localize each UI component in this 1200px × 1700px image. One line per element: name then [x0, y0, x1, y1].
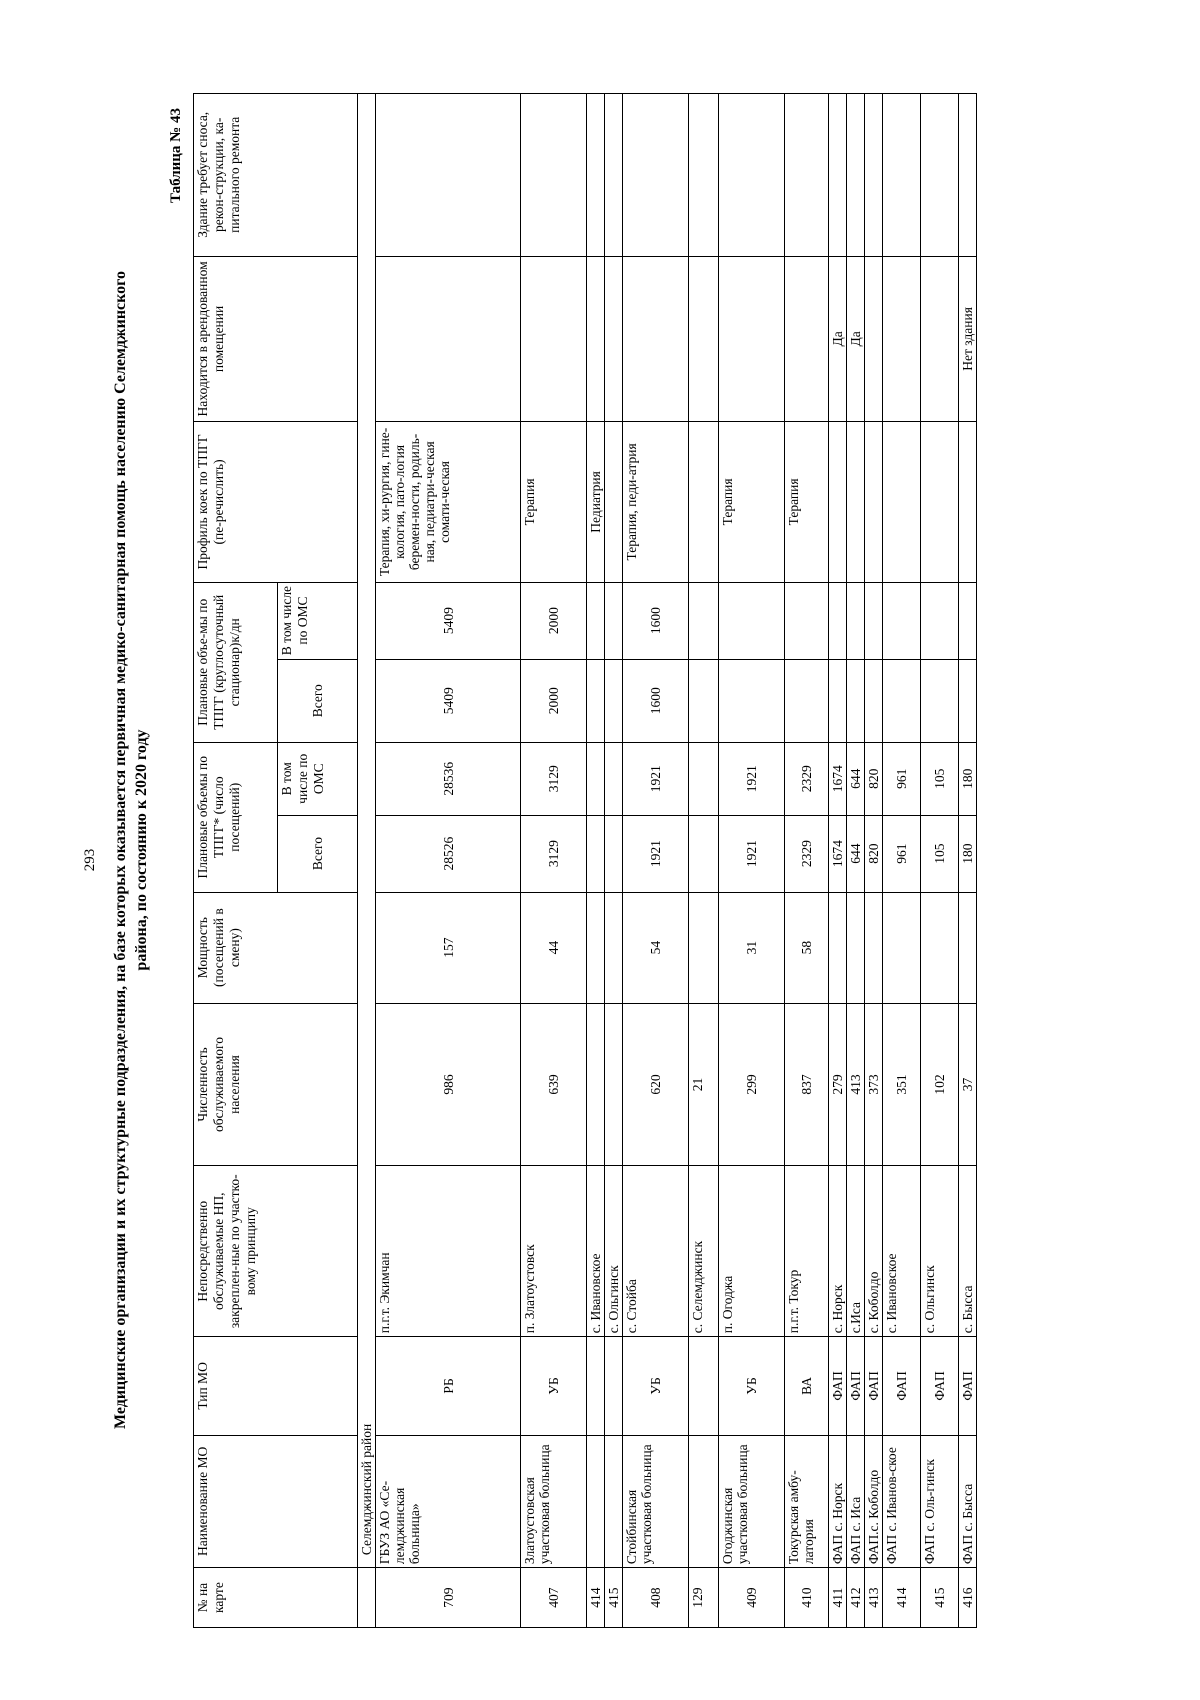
cell-profile	[865, 422, 883, 582]
cell-settlement: с. Стойба	[623, 1166, 689, 1337]
cell-profile	[847, 422, 865, 582]
cell-num: 412	[847, 1568, 865, 1628]
cell-settlement: п. Огоджа	[719, 1166, 785, 1337]
table-row	[829, 94, 847, 1628]
cell-profile: Терапия	[785, 422, 829, 582]
cell-profile	[921, 422, 959, 582]
cell-name	[689, 1435, 719, 1568]
cell-name: ФАП с. Оль-гинск	[921, 1435, 959, 1568]
header-repair: Здание требует сноса, рекон-струкции, ка-питального ремонта	[194, 94, 358, 257]
cell-visits-total: 1921	[719, 815, 785, 892]
cell-population	[605, 1003, 623, 1165]
cell-beds-total	[959, 659, 977, 742]
cell-repair	[623, 94, 689, 257]
cell-settlement: с. Коболдо	[865, 1166, 883, 1337]
cell-num: 414	[587, 1568, 605, 1628]
cell-beds-oms	[959, 582, 977, 659]
cell-rented	[785, 256, 829, 422]
table-row	[376, 94, 521, 1628]
cell-visits-total	[587, 815, 605, 892]
cell-num: 407	[521, 1568, 587, 1628]
cell-beds-total	[587, 659, 605, 742]
cell-capacity	[959, 892, 977, 1003]
cell-visits-oms: 820	[865, 742, 883, 815]
cell-rented	[587, 256, 605, 422]
cell-settlement: с. Ольгинск	[921, 1166, 959, 1337]
title-line-2: района, по состоянию к 2020 году	[133, 729, 150, 971]
cell-beds-oms	[829, 582, 847, 659]
cell-rented	[605, 256, 623, 422]
cell-num: 416	[959, 1568, 977, 1628]
cell-population: 413	[847, 1003, 865, 1165]
cell-visits-oms: 105	[921, 742, 959, 815]
table-row	[719, 94, 785, 1628]
district-label: Селемджинский район	[359, 1423, 374, 1556]
district-num-cell	[358, 1568, 376, 1628]
cell-repair	[829, 94, 847, 257]
cell-repair	[847, 94, 865, 257]
cell-population: 279	[829, 1003, 847, 1165]
cell-visits-oms: 1921	[623, 742, 689, 815]
cell-population	[587, 1003, 605, 1165]
cell-num: 408	[623, 1568, 689, 1628]
title-line-1: Медицинские организации и их структурные подразделения, на базе которых оказывается первичная медико-санитарная помощь населению Селемджинского	[112, 270, 129, 1430]
cell-capacity	[921, 892, 959, 1003]
cell-type: РБ	[376, 1337, 521, 1435]
cell-name: ГБУЗ АО «Се-лемджинская больница»	[376, 1435, 521, 1568]
header-visits-total: Всего	[278, 815, 358, 892]
cell-num: 415	[605, 1568, 623, 1628]
cell-rented	[921, 256, 959, 422]
table-row	[689, 94, 719, 1628]
cell-capacity: 58	[785, 892, 829, 1003]
header-beds-group: Плановые объе-мы по ТПГГ (круглосуточный стационар)к/дн	[194, 582, 278, 742]
cell-profile	[883, 422, 921, 582]
cell-rented	[376, 256, 521, 422]
cell-visits-total: 105	[921, 815, 959, 892]
cell-type	[689, 1337, 719, 1435]
cell-beds-total	[829, 659, 847, 742]
cell-type: ФАП	[883, 1337, 921, 1435]
cell-settlement: п.г.т. Токур	[785, 1166, 829, 1337]
cell-capacity	[605, 892, 623, 1003]
table-row	[521, 94, 587, 1628]
cell-visits-oms: 1674	[829, 742, 847, 815]
cell-beds-total	[719, 659, 785, 742]
cell-settlement: с. Селемджинск	[689, 1166, 719, 1337]
table-row	[921, 94, 959, 1628]
cell-name: ФАП с. Бысса	[959, 1435, 977, 1568]
cell-population: 620	[623, 1003, 689, 1165]
cell-repair	[376, 94, 521, 257]
cell-repair	[785, 94, 829, 257]
cell-num: 413	[865, 1568, 883, 1628]
cell-beds-oms: 1600	[623, 582, 689, 659]
cell-visits-oms: 2329	[785, 742, 829, 815]
cell-settlement: с. Ивановское	[587, 1166, 605, 1337]
cell-capacity	[865, 892, 883, 1003]
cell-visits-oms	[689, 742, 719, 815]
cell-beds-oms	[785, 582, 829, 659]
cell-repair	[689, 94, 719, 257]
header-settlements: Непосредственно обслуживаемые НП, закреплен-ные по участко-вому принципу	[194, 1166, 358, 1337]
cell-visits-oms: 28536	[376, 742, 521, 815]
cell-population: 639	[521, 1003, 587, 1165]
cell-visits-oms	[605, 742, 623, 815]
cell-settlement: с. Ольгинск	[605, 1166, 623, 1337]
cell-visits-oms: 3129	[521, 742, 587, 815]
medical-organizations-table	[193, 93, 977, 1628]
cell-name	[587, 1435, 605, 1568]
cell-beds-total	[921, 659, 959, 742]
cell-settlement: п.г.т. Экимчан	[376, 1166, 521, 1337]
cell-beds-oms: 5409	[376, 582, 521, 659]
header-beds-total: Всего	[278, 659, 358, 742]
cell-name	[605, 1435, 623, 1568]
cell-beds-oms	[921, 582, 959, 659]
cell-population: 299	[719, 1003, 785, 1165]
cell-beds-oms	[719, 582, 785, 659]
cell-beds-oms	[865, 582, 883, 659]
header-num: № на карте	[194, 1568, 358, 1628]
cell-repair	[521, 94, 587, 257]
cell-name: ФАП.с. Коболдо	[865, 1435, 883, 1568]
header-bed-profile: Профиль коек по ТПГГ (пе-речислить)	[194, 422, 358, 582]
cell-type: УБ	[623, 1337, 689, 1435]
cell-population: 373	[865, 1003, 883, 1165]
cell-visits-oms: 1921	[719, 742, 785, 815]
cell-repair	[883, 94, 921, 257]
cell-profile	[689, 422, 719, 582]
cell-settlement: с.Иса	[847, 1166, 865, 1337]
cell-num: 409	[719, 1568, 785, 1628]
table-row	[847, 94, 865, 1628]
cell-repair	[959, 94, 977, 257]
cell-type: ФАП	[959, 1337, 977, 1435]
cell-visits-total	[605, 815, 623, 892]
cell-capacity	[587, 892, 605, 1003]
cell-type	[587, 1337, 605, 1435]
cell-profile: Терапия	[521, 422, 587, 582]
cell-type: УБ	[521, 1337, 587, 1435]
cell-visits-total: 3129	[521, 815, 587, 892]
cell-type: ФАП	[921, 1337, 959, 1435]
cell-beds-total	[865, 659, 883, 742]
cell-capacity	[829, 892, 847, 1003]
cell-profile	[959, 422, 977, 582]
cell-profile: Терапия	[719, 422, 785, 582]
cell-capacity	[689, 892, 719, 1003]
cell-visits-oms: 961	[883, 742, 921, 815]
table-row	[785, 94, 829, 1628]
cell-name: ФАП с. Норск	[829, 1435, 847, 1568]
header-beds-oms: В том числе по ОМС	[278, 582, 358, 659]
cell-beds-total	[785, 659, 829, 742]
cell-settlement: с. Бысса	[959, 1166, 977, 1337]
cell-capacity: 31	[719, 892, 785, 1003]
cell-name: ФАП с. Иванов-ское	[883, 1435, 921, 1568]
cell-rented	[623, 256, 689, 422]
table-label: Таблица № 43	[168, 108, 184, 204]
cell-visits-total: 1674	[829, 815, 847, 892]
cell-repair	[921, 94, 959, 257]
cell-name: Стойбинская участковая больница	[623, 1435, 689, 1568]
cell-beds-oms	[847, 582, 865, 659]
cell-population: 837	[785, 1003, 829, 1165]
cell-settlement: п. Златоустовск	[521, 1166, 587, 1337]
header-visits-oms: В том числе по ОМС	[278, 742, 358, 815]
cell-type: ФАП	[847, 1337, 865, 1435]
cell-beds-total	[689, 659, 719, 742]
district-cell	[358, 94, 376, 1568]
cell-beds-total	[883, 659, 921, 742]
cell-visits-total: 644	[847, 815, 865, 892]
cell-beds-total: 2000	[521, 659, 587, 742]
cell-name: Златоустовская участковая больница	[521, 1435, 587, 1568]
cell-rented	[719, 256, 785, 422]
cell-beds-oms	[689, 582, 719, 659]
table-row	[587, 94, 605, 1628]
cell-rented	[521, 256, 587, 422]
cell-visits-total: 180	[959, 815, 977, 892]
cell-num: 415	[921, 1568, 959, 1628]
header-capacity: Мощность (посещений в смену)	[194, 892, 358, 1003]
header-population: Численность обслуживаемого населения	[194, 1003, 358, 1165]
table-row	[883, 94, 921, 1628]
cell-population: 21	[689, 1003, 719, 1165]
cell-rented: Да	[829, 256, 847, 422]
cell-visits-total	[689, 815, 719, 892]
cell-population: 986	[376, 1003, 521, 1165]
cell-beds-oms	[883, 582, 921, 659]
cell-population: 351	[883, 1003, 921, 1165]
cell-visits-oms: 180	[959, 742, 977, 815]
cell-capacity	[847, 892, 865, 1003]
cell-capacity: 44	[521, 892, 587, 1003]
cell-beds-oms	[605, 582, 623, 659]
header-name: Наименование МО	[194, 1435, 358, 1568]
cell-population: 102	[921, 1003, 959, 1165]
cell-profile: Педиатрия	[587, 422, 605, 582]
table-row	[959, 94, 977, 1628]
cell-beds-total: 5409	[376, 659, 521, 742]
cell-beds-total	[847, 659, 865, 742]
cell-profile	[829, 422, 847, 582]
cell-rented: Да	[847, 256, 865, 422]
cell-repair	[719, 94, 785, 257]
cell-profile	[605, 422, 623, 582]
cell-type: ВА	[785, 1337, 829, 1435]
cell-visits-total: 961	[883, 815, 921, 892]
cell-repair	[605, 94, 623, 257]
cell-beds-oms	[587, 582, 605, 659]
cell-num: 129	[689, 1568, 719, 1628]
cell-visits-oms	[587, 742, 605, 815]
cell-rented: Нет здания	[959, 256, 977, 422]
cell-beds-total: 1600	[623, 659, 689, 742]
cell-population: 37	[959, 1003, 977, 1165]
cell-rented	[865, 256, 883, 422]
cell-profile: Терапия, хи-рургия, гине-кология, пато-логия беремен-ности, родиль-ная, педиатри-ческая сомати-ческая	[376, 422, 521, 582]
cell-rented	[689, 256, 719, 422]
cell-num: 410	[785, 1568, 829, 1628]
cell-visits-oms: 644	[847, 742, 865, 815]
cell-beds-total	[605, 659, 623, 742]
table-row	[605, 94, 623, 1628]
cell-visits-total: 820	[865, 815, 883, 892]
cell-num: 709	[376, 1568, 521, 1628]
cell-visits-total: 1921	[623, 815, 689, 892]
cell-name: ФАП с. Иса	[847, 1435, 865, 1568]
table-row	[865, 94, 883, 1628]
header-type: Тип МО	[194, 1337, 358, 1435]
cell-visits-total: 2329	[785, 815, 829, 892]
cell-num: 414	[883, 1568, 921, 1628]
header-rented: Находится в арендованном помещении	[194, 256, 358, 422]
page-title	[110, 120, 152, 1580]
cell-repair	[865, 94, 883, 257]
cell-settlement: с. Ивановское	[883, 1166, 921, 1337]
cell-capacity: 54	[623, 892, 689, 1003]
table-row	[623, 94, 689, 1628]
cell-num: 411	[829, 1568, 847, 1628]
cell-rented	[883, 256, 921, 422]
cell-name: Токурская амбу-латория	[785, 1435, 829, 1568]
cell-type: ФАП	[829, 1337, 847, 1435]
page-number: 293	[82, 848, 98, 872]
cell-capacity: 157	[376, 892, 521, 1003]
cell-type: ФАП	[865, 1337, 883, 1435]
cell-profile: Терапия, педи-атрия	[623, 422, 689, 582]
cell-repair	[587, 94, 605, 257]
cell-type	[605, 1337, 623, 1435]
cell-capacity	[883, 892, 921, 1003]
cell-beds-oms: 2000	[521, 582, 587, 659]
cell-type: УБ	[719, 1337, 785, 1435]
cell-settlement: с. Норск	[829, 1166, 847, 1337]
cell-name: Огоджинская участковая больница	[719, 1435, 785, 1568]
header-visits-group: Плановые объемы по ТПГГ* (число посещений)	[194, 742, 278, 892]
cell-visits-total: 28526	[376, 815, 521, 892]
